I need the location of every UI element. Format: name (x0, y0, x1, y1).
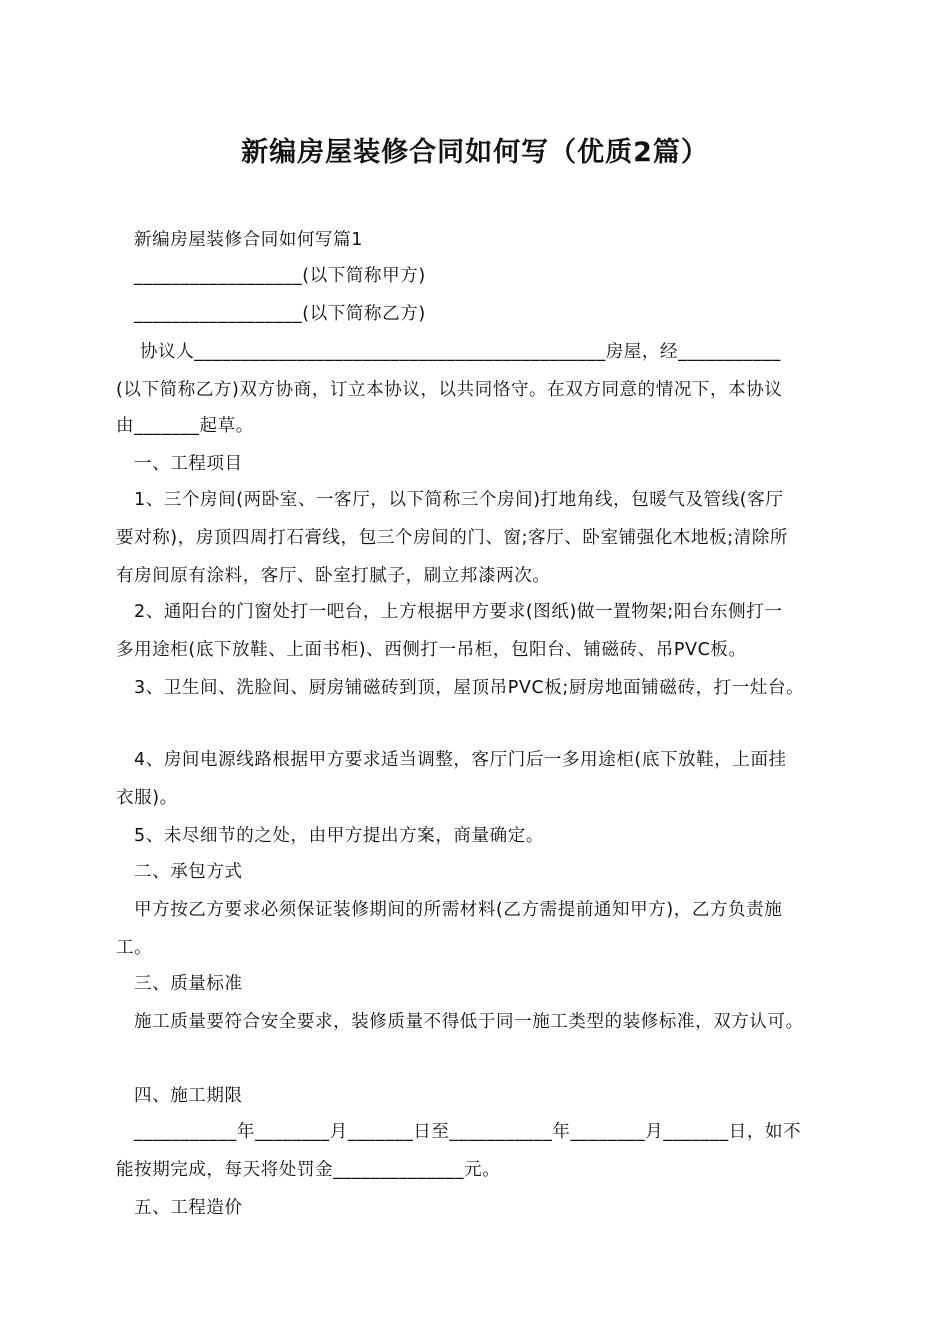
section-heading: 三、质量标准 (134, 974, 243, 994)
paragraph-line: (以下简称乙方)双方协商，订立本协议，以共同恪守。在双方同意的情况下，本协议 (116, 380, 783, 400)
section-heading: 一、工程项目 (134, 454, 243, 474)
paragraph-line: 5、未尽细节的之处，由甲方提出方案，商量确定。 (134, 826, 544, 846)
paragraph-line: 多用途柜(底下放鞋、上面书柜)、西侧打一吊柜，包阳台、铺磁砖、吊PVC板。 (116, 640, 747, 660)
paragraph-line: 3、卫生间、洗脸间、厨房铺磁砖到顶，屋顶吊PVC板;厨房地面铺磁砖，打一灶台。 (134, 678, 805, 698)
paragraph-line: 工。 (116, 938, 153, 958)
paragraph-line: 甲方按乙方要求必须保证装修期间的所需材料(乙方需提前通知甲方)，乙方负责施 (134, 900, 783, 920)
paragraph-line: 能按期完成，每天将处罚金______________元。 (116, 1160, 501, 1180)
section-heading: 二、承包方式 (134, 862, 243, 882)
paragraph-line: 2、通阳台的门窗处打一吧台，上方根据甲方要求(图纸)做一置物架;阳台东侧打一 (134, 602, 783, 622)
section-heading: 五、工程造价 (134, 1198, 243, 1218)
party-a-line: __________________(以下简称甲方) (134, 266, 426, 286)
document-title: 新编房屋装修合同如何写（优质2篇） (241, 137, 709, 168)
paragraph-line: 由_______起草。 (116, 416, 254, 436)
paragraph-line: 衣服)。 (116, 788, 178, 808)
section-heading: 四、施工期限 (134, 1086, 243, 1106)
paragraph-line: 1、三个房间(两卧室、一客厅，以下简称三个房间)打地角线，包暖气及管线(客厅 (134, 490, 784, 510)
paragraph-line: ___________年________月_______日至___________年________月_______日，如不 (134, 1122, 802, 1142)
paragraph-line: 要对称)，房顶四周打石膏线，包三个房间的门、窗;客厅、卧室铺强化木地板;清除所 (116, 528, 789, 548)
section-subtitle: 新编房屋装修合同如何写篇1 (134, 230, 363, 250)
paragraph-line: 协议人____________________________________________房屋，经___________ (140, 342, 781, 362)
party-b-line: __________________(以下简称乙方) (134, 304, 426, 324)
paragraph-line: 4、房间电源线路根据甲方要求适当调整，客厅门后一多用途柜(底下放鞋，上面挂 (134, 750, 787, 770)
paragraph-line: 施工质量要符合安全要求，装修质量不得低于同一施工类型的装修标准，双方认可。 (134, 1012, 804, 1032)
paragraph-line: 有房间原有涂料，客厅、卧室打腻子，刷立邦漆两次。 (116, 566, 551, 586)
